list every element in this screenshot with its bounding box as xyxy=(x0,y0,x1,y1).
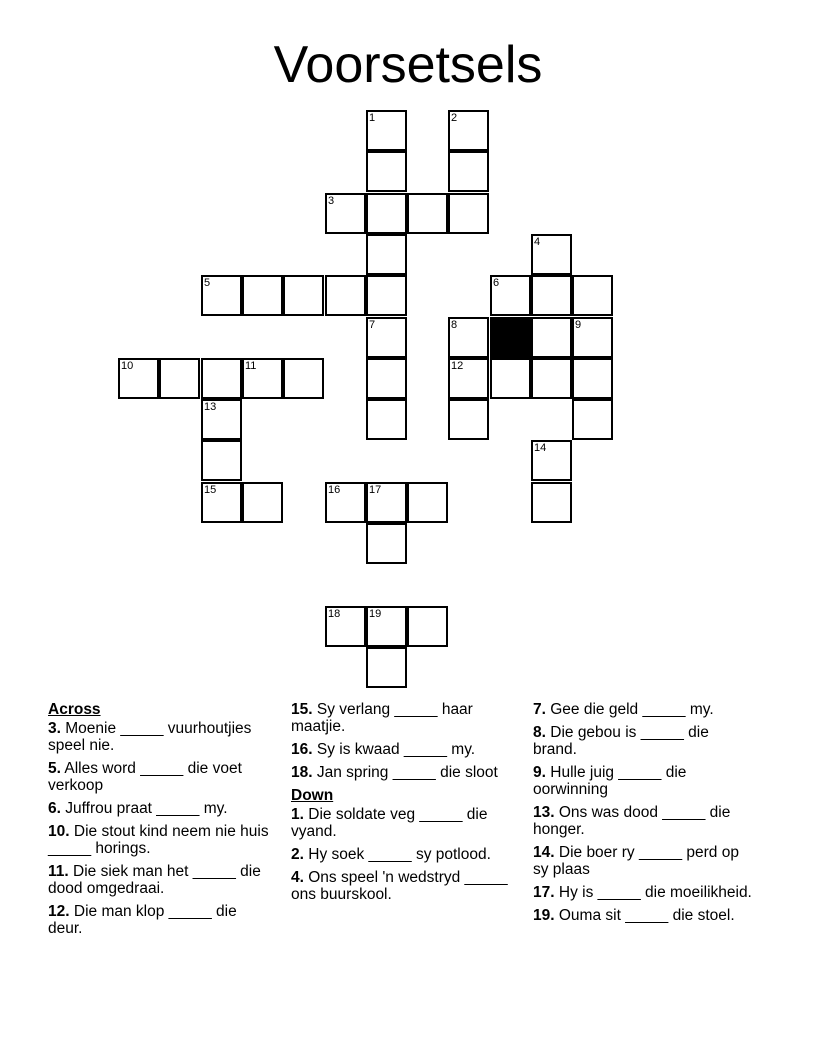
grid-cell[interactable] xyxy=(325,482,366,523)
clue-item-text: Die siek man het _____ die dood omgedraai. xyxy=(48,863,261,897)
grid-cell[interactable] xyxy=(366,647,407,688)
clue-item-number: 8. xyxy=(533,724,546,741)
grid-cell[interactable] xyxy=(201,440,242,481)
grid-cell[interactable] xyxy=(366,482,407,523)
grid-block-cell xyxy=(490,317,531,358)
clue-number: 16 xyxy=(328,484,341,496)
clue-item-text: Hy soek _____ sy potlood. xyxy=(308,846,491,863)
clue-item xyxy=(533,764,755,798)
down-heading: Down xyxy=(291,787,334,804)
clue-item-number: 1. xyxy=(291,806,304,823)
grid-cell[interactable] xyxy=(531,275,572,316)
grid-cell[interactable] xyxy=(572,399,613,440)
clue-item xyxy=(533,804,755,838)
clue-item xyxy=(48,720,270,754)
clue-number: 8 xyxy=(451,319,458,331)
grid-cell[interactable] xyxy=(201,275,242,316)
grid-cell[interactable] xyxy=(531,317,572,358)
grid-cell[interactable] xyxy=(448,399,489,440)
grid-cell[interactable] xyxy=(242,275,283,316)
clue-number: 13 xyxy=(204,401,217,413)
clue-item xyxy=(291,846,513,863)
grid-cell[interactable] xyxy=(531,440,572,481)
clue-item-text: Ons was dood _____ die honger. xyxy=(533,804,731,838)
clue-item-number: 2. xyxy=(291,846,304,863)
clue-item xyxy=(533,907,755,924)
grid-cell[interactable] xyxy=(531,358,572,399)
clue-item xyxy=(291,741,513,758)
grid-cell[interactable] xyxy=(366,606,407,647)
clue-item-number: 18. xyxy=(291,764,313,781)
clue-item xyxy=(48,863,270,897)
grid-cell[interactable] xyxy=(242,358,283,399)
grid-cell[interactable] xyxy=(407,193,448,234)
clue-number: 6 xyxy=(493,277,500,289)
grid-cell[interactable] xyxy=(366,523,407,564)
grid-cell[interactable] xyxy=(448,151,489,192)
clue-item-number: 17. xyxy=(533,884,555,901)
clue-number: 10 xyxy=(121,360,134,372)
grid-cell[interactable] xyxy=(531,234,572,275)
grid-cell[interactable] xyxy=(366,234,407,275)
clue-item-text: Moenie _____ vuurhoutjies speel nie. xyxy=(48,720,252,754)
clue-number: 19 xyxy=(369,608,382,620)
grid-cell[interactable] xyxy=(201,358,242,399)
grid-cell[interactable] xyxy=(366,151,407,192)
clue-item-number: 6. xyxy=(48,800,61,817)
clue-item-number: 3. xyxy=(48,720,61,737)
clue-item-number: 7. xyxy=(533,701,546,718)
clue-item-text: Die boer ry _____ perd op sy plaas xyxy=(533,844,739,878)
grid-cell[interactable] xyxy=(572,275,613,316)
clue-item-number: 13. xyxy=(533,804,555,821)
clues-column-2 xyxy=(291,701,513,909)
grid-cell[interactable] xyxy=(325,606,366,647)
grid-cell[interactable] xyxy=(448,317,489,358)
clue-item-text: Hulle juig _____ die oorwinning xyxy=(533,764,687,798)
clue-item-text: Gee die geld _____ my. xyxy=(550,701,714,718)
clue-number: 9 xyxy=(575,319,582,331)
grid-cell[interactable] xyxy=(325,275,366,316)
clue-number: 5 xyxy=(204,277,211,289)
grid-cell[interactable] xyxy=(572,317,613,358)
clue-item-text: Sy verlang _____ haar maatjie. xyxy=(291,701,473,735)
grid-cell[interactable] xyxy=(448,193,489,234)
clue-item-text: Sy is kwaad _____ my. xyxy=(316,741,476,758)
clue-item xyxy=(48,760,270,794)
grid-cell[interactable] xyxy=(572,358,613,399)
grid-cell[interactable] xyxy=(531,482,572,523)
clue-item-number: 16. xyxy=(291,741,313,758)
grid-cell[interactable] xyxy=(448,358,489,399)
clue-item-number: 10. xyxy=(48,823,70,840)
clue-item xyxy=(291,764,513,781)
puzzle-title: Voorsetsels xyxy=(273,36,543,94)
clue-item-text: Die stout kind neem nie huis _____ horings. xyxy=(48,823,269,857)
clue-number: 3 xyxy=(328,195,335,207)
grid-cell[interactable] xyxy=(407,606,448,647)
grid-cell[interactable] xyxy=(407,482,448,523)
clue-item-text: Ons speel 'n wedstryd _____ ons buurskool. xyxy=(291,869,508,903)
grid-cell[interactable] xyxy=(490,275,531,316)
clue-item-number: 15. xyxy=(291,701,313,718)
clue-item xyxy=(291,701,513,735)
clue-number: 4 xyxy=(534,236,541,248)
clues-column-1 xyxy=(48,701,270,943)
clue-item-text: Alles word _____ die voet verkoop xyxy=(48,760,242,794)
clue-item-text: Jan spring _____ die sloot xyxy=(316,764,498,781)
grid-cell[interactable] xyxy=(490,358,531,399)
clue-number: 17 xyxy=(369,484,382,496)
clue-item xyxy=(48,800,270,817)
clue-number: 11 xyxy=(245,360,257,372)
clues-column-3 xyxy=(533,701,755,930)
grid-cell[interactable] xyxy=(283,358,324,399)
clue-item xyxy=(533,701,755,718)
clue-item xyxy=(48,823,270,857)
grid-cell[interactable] xyxy=(159,358,200,399)
clue-item-text: Hy is _____ die moeilikheid. xyxy=(558,884,752,901)
grid-cell[interactable] xyxy=(242,482,283,523)
grid-cell[interactable] xyxy=(366,110,407,151)
grid-cell[interactable] xyxy=(366,275,407,316)
clue-item-number: 19. xyxy=(533,907,555,924)
grid-cell[interactable] xyxy=(325,193,366,234)
grid-cell[interactable] xyxy=(283,275,324,316)
grid-cell[interactable] xyxy=(366,399,407,440)
clue-item xyxy=(291,869,513,903)
clue-item xyxy=(533,844,755,878)
clue-number: 18 xyxy=(328,608,341,620)
clue-number: 1 xyxy=(369,112,376,124)
clue-number: 7 xyxy=(369,319,376,331)
clue-item xyxy=(533,884,755,901)
clue-number: 12 xyxy=(451,360,464,372)
grid-cell[interactable] xyxy=(201,399,242,440)
clue-item-number: 14. xyxy=(533,844,555,861)
clue-item xyxy=(533,724,755,758)
clue-item-text: Ouma sit _____ die stoel. xyxy=(558,907,735,924)
clue-number: 2 xyxy=(451,112,458,124)
clue-number: 15 xyxy=(204,484,217,496)
clue-item-number: 11. xyxy=(48,863,69,880)
grid-cell[interactable] xyxy=(118,358,159,399)
clue-item-text: Die gebou is _____ die brand. xyxy=(533,724,709,758)
clue-item-text: Die man klop _____ die deur. xyxy=(48,903,237,937)
clue-item-number: 12. xyxy=(48,903,70,920)
clue-item-text: Die soldate veg _____ die vyand. xyxy=(291,806,488,840)
grid-cell[interactable] xyxy=(366,358,407,399)
grid-cell[interactable] xyxy=(448,110,489,151)
clue-item-text: Juffrou praat _____ my. xyxy=(65,800,228,817)
clue-item-number: 5. xyxy=(48,760,61,777)
clue-item xyxy=(291,806,513,840)
clue-item-number: 9. xyxy=(533,764,546,781)
clue-item-number: 4. xyxy=(291,869,304,886)
grid-cell[interactable] xyxy=(366,193,407,234)
clue-item xyxy=(48,903,270,937)
grid-cell[interactable] xyxy=(366,317,407,358)
grid-cell[interactable] xyxy=(201,482,242,523)
across-heading: Across xyxy=(48,701,101,718)
clue-number: 14 xyxy=(534,442,547,454)
